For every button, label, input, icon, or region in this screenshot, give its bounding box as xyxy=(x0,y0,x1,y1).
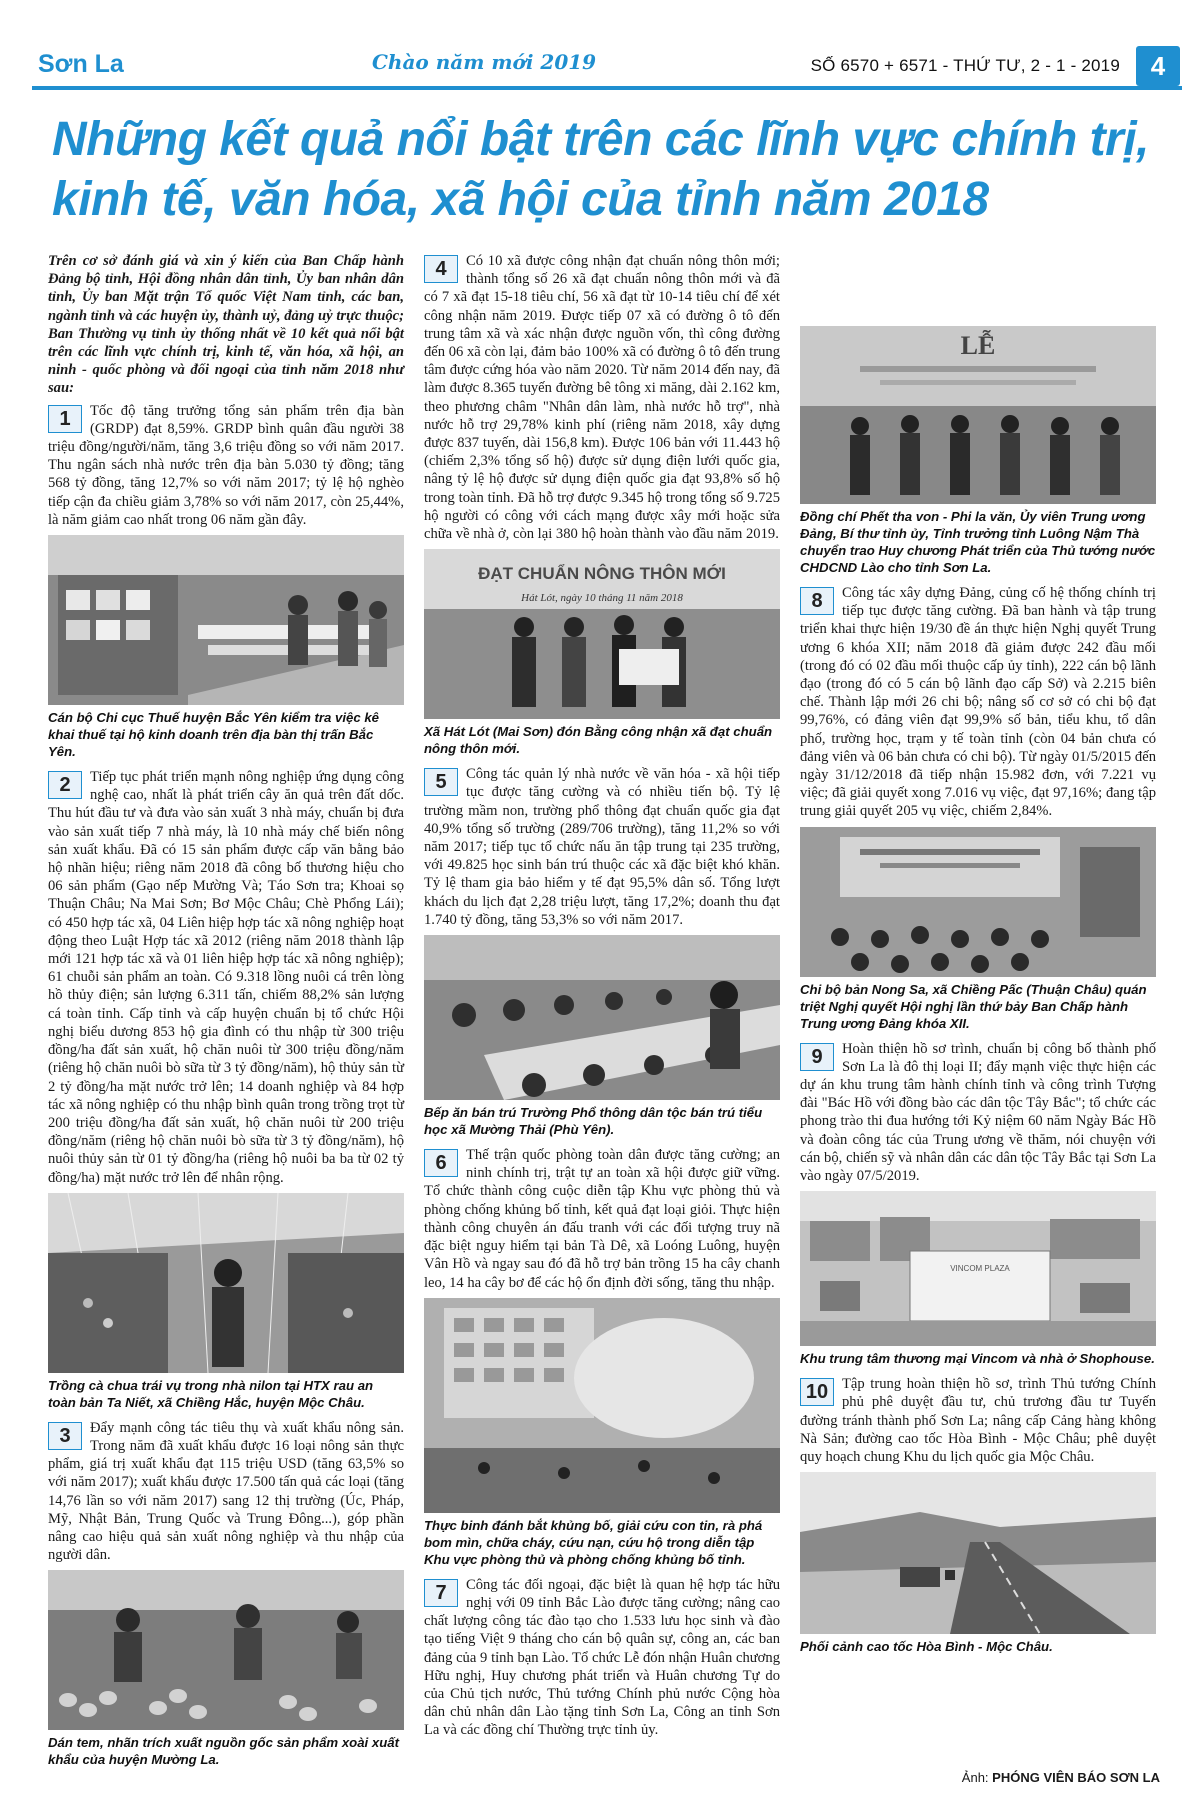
banner-ntm: ĐẠT CHUẨN NÔNG THÔN MỚI xyxy=(478,564,726,584)
item-number: 8 xyxy=(800,587,834,615)
headline: Những kết quả nổi bật trên các lĩnh vực chính trị, kinh tế, văn hóa, xã hội của tỉnh năm 2018 xyxy=(52,113,1149,226)
page-header xyxy=(32,44,1182,90)
photo-tomato-greenhouse xyxy=(48,1193,404,1373)
photo-laos-medal xyxy=(800,326,1156,504)
caption-8: Chi bộ bản Nong Sa, xã Chiềng Pấc (Thuận Châu) quán triệt Nghị quyết Hội nghị lần thứ bảy Ban Chấp hành Trung ương Đảng khóa XII. xyxy=(800,981,1147,1031)
page-number: 4 xyxy=(1136,46,1180,86)
photo-tax-shop xyxy=(48,535,404,705)
item-2 xyxy=(48,768,404,1187)
item-number: 2 xyxy=(48,771,82,799)
item-text: Tiếp tục phát triển mạnh nông nghiệp ứng dụng công nghệ cao, nhất là phát triển cây ăn quả trên đất dốc. Thu hút đầu tư và đưa vào sản xuất 3 nhà máy, chuẩn bị đưa vào sản xuất tiếp 7 nhà máy, là 10 nhà máy chế biến nông sản xuất khẩu. Đã có 15 sản phẩm được cấp văn bằng bảo hộ nhãn hiệu; riêng năm 2018 đã công bố thương hiệu cho 06 sản phẩm (Gạo nếp Mường Và; Táo Sơn tra; Khoai sọ Thuận Châu; Na Mai Sơn; Bơ Mộc Châu; Chè Phổng Lái); có 450 hợp tác xã, 04 Liên hiệp hợp tác xã nông nghiệp hoạt động theo Luật Hợp tác xã 2012 (riêng năm 2018 thành lập mới 121 hợp tác xã và 01 liên hiệp hợp tác xã nông nghiệp); 61 chuỗi sản phẩm an toàn. Có 9.318 lồng nuôi cá trên lòng hồ thủy điện; sản lượng 6.311 tấn, chiếm 88,2% sản lượng cá toàn tỉnh. Cấp tỉnh và cấp huyện chuẩn bị tổ chức Hội nghị biểu dương 853 hộ gia đình có thu nhập từ 300 triệu đồng/ha đất sản xuất, hộ chăn nuôi từ 300 triệu đồng/năm (riêng hộ chăn nuôi bò sữa từ 3 tỷ đồng/năm), hộ thủy sản từ 2 tỷ đồng/ha mặt nước trở lên; 14 doanh nghiệp và 84 hợp tác xã nông nghiệp có thu nhập bình quân trong trồng trọt từ 200 triệu đồng/ha đất sản xuất, hộ chăn nuôi từ 200 triệu đồng/năm (riêng hộ chăn nuôi bò sữa từ 3 tỷ đồng/năm), hộ nuôi thủy sản từ 01 tỷ đồng/ha (riêng hộ nuôi ba ba từ 02 tỷ đồng/ha) mặt nước trở lên để nhân rộng. xyxy=(48,769,404,1186)
caption-10: Phối cảnh cao tốc Hòa Bình - Mộc Châu. xyxy=(800,1639,1053,1655)
le-banner: LỄ xyxy=(960,331,996,360)
photo-highway xyxy=(800,1472,1156,1634)
header-motto: Chào năm mới 2019 xyxy=(372,50,597,74)
caption-9: Khu trung tâm thương mại Vincom và nhà ở Shophouse. xyxy=(800,1351,1155,1367)
item-4 xyxy=(424,252,780,543)
item-6 xyxy=(424,1146,780,1292)
item-text: Đẩy mạnh công tác tiêu thụ và xuất khẩu nông sản. Trong năm đã xuất khẩu được 16 loại nông sản thực phẩm, giá trị xuất khẩu đạt 115 triệu USD (tăng 63,5% so với năm 2017); xuất khẩu được 17.500 tấn quả các loại (tăng 14,76 lần so với năm 2017) sang 12 thị trường (Úc, Pháp, Mỹ, Nhật Bản, Trung Quốc và Trung Đông...), góp phần nâng cao hiệu quả sản xuất nông nghiệp và thu nhập của người dân. xyxy=(48,1419,404,1564)
item-5 xyxy=(424,765,780,929)
issue-info: SỐ 6570 + 6571 - THỨ TƯ, 2 - 1 - 2019 xyxy=(810,56,1120,75)
item-number: 9 xyxy=(800,1043,834,1071)
column-3 xyxy=(800,252,1156,1663)
photo-mango-labeling xyxy=(48,1570,404,1730)
section-name: Sơn La xyxy=(38,50,124,78)
caption-5: Bếp ăn bán trú Trường Phổ thông dân tộc bán trú tiểu học xã Mường Thải (Phù Yên). xyxy=(424,1105,763,1138)
item-text: Công tác xây dựng Đảng, củng cố hệ thống chính trị tiếp tục được tăng cường. Đã ban hành và tập trung triển khai thực hiện 19/30 đề án thực hiện Nghị quyết Trung ương 6 khóa XII; năm 2018 đã giảm được 242 đầu mối (trong đó có 02 đầu mối thuộc cấp ủy tỉnh), 222 cán bộ lãnh đạo (trong đó có 5 cán bộ lãnh đạo cấp Sở) và 2.215 biên chế. Thành lập mới 26 chi bộ; nâng số cơ sở có chi bộ đạt 99,76%, có đảng viên đạt 99,9% số bản, tiểu khu, tổ dân phố, trường học, trạm y tế toàn tỉnh (còn 04 bản chưa có đảng viên và 06 bản chưa có chi bộ). Từ ngày 01/5/2015 đến ngày 31/12/2018 đã tiếp nhận 15.982 đơn, với 7.221 vụ việc; đã giải quyết xong 7.016 vụ việc, đạt 97,16%; đang tập trung giải quyết 205 vụ việc, chiếm 2,84%. xyxy=(800,585,1156,820)
photo-ntm-ceremony xyxy=(424,549,780,719)
credit-label: Ảnh: xyxy=(961,1770,989,1785)
item-text: Có 10 xã được công nhận đạt chuẩn nông thôn mới; thành tổng số 26 xã đạt chuẩn nông thôn mới và đã có 7 xã đạt 15-18 tiêu chí, 56 xã đạt từ 10-14 tiêu chí để xét công nhận năm 2019. Được tiếp 07 xã có đường ô tô đến trung tâm xã và xác nhận được nguồn vốn, thì công đường đến 06 xã còn lại, đảm bảo 100% xã có đường ô tô đến trung tâm được cứng hóa vào năm 2020. Từ năm 2014 đến nay, đã làm được 8.365 tuyến đường bê tông xi măng, dài 2.162 km, theo phương châm "Nhân dân làm, nhà nước hỗ trợ", nhà nước hỗ trợ 29,78% kinh phí (riêng năm 2018, xây dựng được 837 tuyến, dài 156,8 km). Được 106 bản với 11.443 hộ (chiếm 2,3% tổng số hộ) được sử dụng điện lưới quốc gia, nâng tỷ lệ hộ được sử dụng điện quốc gia đạt 93,8% số hộ trong toàn tỉnh. Đã hỗ trợ được 9.345 hộ trong tổng số 9.725 hộ người có công với cách mạng được xây mới hoặc sửa chữa về nhà ở, còn lại 380 hộ hoàn thành vào đầu năm 2019. xyxy=(424,253,780,543)
item-1 xyxy=(48,402,404,529)
item-number: 3 xyxy=(48,1422,82,1450)
item-9 xyxy=(800,1040,1156,1186)
caption-7: Đồng chí Phết tha von - Phi la văn, Ủy viên Trung ương Đảng, Bí thư tỉnh ủy, Tỉnh trưởng tỉnh Luông Nậm Thà chuyển trao Huy chương Phát triển của Thủ tướng nước CHDCND Lào cho tỉnh Sơn La. xyxy=(800,509,1156,575)
vincom-sign: VINCOM PLAZA xyxy=(950,1264,1010,1274)
header-rule xyxy=(32,86,1182,90)
item-text: Thế trận quốc phòng toàn dân được tăng cường; an ninh chính trị, trật tự an toàn xã hội được giữ vững. Tổ chức thành công cuộc diễn tập Khu vực phòng thủ và phòng chống khủng bố tỉnh, kết quả đạt loại giỏi. Thực hiện thành công chuyên án đấu tranh với các đối tượng truy nã đặc biệt nguy hiểm tại bản Tà Dê, xã Loóng Luông, huyện Vân Hồ và ngay sau đó đã hỗ trợ bản trồng 15 ha cây chanh leo, 14 ha cây bơ để các hộ ổn định đời sống, tăng thu nhập. xyxy=(424,1147,780,1291)
item-number: 1 xyxy=(48,405,82,433)
column-1 xyxy=(48,252,404,1776)
photo-school-kitchen xyxy=(424,935,780,1100)
caption-4: Xã Hát Lót (Mai Sơn) đón Bằng công nhận xã đạt chuẩn nông thôn mới. xyxy=(424,724,773,757)
caption-6: Thực binh đánh bắt khủng bố, giải cứu con tin, rà phá bom mìn, chữa cháy, cứu nạn, cứu hộ trong diễn tập Khu vực phòng thủ và phòng chống khủng bố tỉnh. xyxy=(424,1517,763,1567)
item-3 xyxy=(48,1419,404,1565)
item-number: 5 xyxy=(424,768,458,796)
item-text: Hoàn thiện hồ sơ trình, chuẩn bị công bố thành phố Sơn La là đô thị loại II; đẩy mạnh việc thực hiện các dự án khu trung tâm hành chính tỉnh và công trình Tượng đài "Bác Hồ với đồng bào các dân tộc Tây Bắc"; tổ chức các phong trào thi đua hướng tới Kỷ niệm 60 năm Ngày Bác Hồ và đoàn công tác của Trung ương về thăm, nói chuyện với cán bộ, chiến sỹ và nhân dân các dân tộc Tây Bắc tại Sơn La vào ngày 07/5/2019. xyxy=(800,1040,1156,1185)
item-text: Công tác quản lý nhà nước về văn hóa - xã hội tiếp tục được tăng cường và có nhiều tiến bộ. Tỷ lệ trường mầm non, trường phổ thông đạt chuẩn quốc gia đạt 40,9% tổng số trường (289/706 trường), tăng 11,2% so với năm 2017; tiếp tục tổ chức nấu ăn tập trung tại 235 trường, với 49.825 học sinh bán trú thuộc các xã đặc biệt khó khăn. Tỷ lệ tham gia bảo hiểm y tế đạt 95,5% dân số. Tổng lượt khách du lịch đạt 2,28 triệu lượt, tăng 17,2%; doanh thu đạt 1.740 tỷ đồng, tăng 53,3% so với năm 2017. xyxy=(424,766,780,928)
caption-1: Cán bộ Chi cục Thuế huyện Bắc Yên kiểm tra việc kê khai thuế tại hộ kinh doanh trên địa bàn thị trấn Bắc Yên. xyxy=(48,710,380,760)
item-text: Tốc độ tăng trưởng tổng sản phẩm trên địa bàn (GRDP) đạt 8,59%. GRDP bình quân đầu người 38 triệu đồng/người/năm, tăng 3,6 triệu đồng so với năm 2017. Thu ngân sách nhà nước trên địa bàn 5.030 tỷ đồng; tăng 568 tỷ đồng, tăng 12,7% so với năm 2017; tỷ lệ hộ nghèo tiếp cận đa chiều giảm 3,78% so với năm 2017, còn 25,44%, là năm giảm cao nhất trong 06 năm gần đây. xyxy=(48,402,404,528)
banner-ntm-sub: Hát Lót, ngày 10 tháng 11 năm 2018 xyxy=(521,592,683,605)
item-8 xyxy=(800,584,1156,821)
intro-paragraph: Trên cơ sở đánh giá và xin ý kiến của Ban Chấp hành Đảng bộ tỉnh, Hội đồng nhân dân tỉnh, Ủy ban nhân dân tỉnh, Ủy ban Mặt trận Tổ quốc Việt Nam tỉnh, các ban, ngành tỉnh và các huyện ủy, thành uỷ, đảng uỷ trực thuộc; Ban Thường vụ tỉnh ủy thống nhất về 10 kết quả nổi bật trên các lĩnh vực chính trị, kinh tế, văn hóa, xã hội, an ninh - quốc phòng và đối ngoại của tỉnh năm 2018 như sau: xyxy=(48,253,404,397)
caption-2: Trồng cà chua trái vụ trong nhà nilon tại HTX rau an toàn bản Ta Niết, xã Chiềng Hắc, huyện Mộc Châu. xyxy=(48,1377,374,1410)
item-number: 7 xyxy=(424,1579,458,1607)
item-number: 4 xyxy=(424,255,458,283)
item-text: Công tác đối ngoại, đặc biệt là quan hệ hợp tác hữu nghị với 09 tỉnh Bắc Lào được tăng cường; nâng cao chất lượng công tác đào tạo cho 1.533 lưu học sinh và đào tạo tiếng Việt 9 tháng cho cán bộ quân sự, công an, các ban đảng của 9 tỉnh bạn Lào. Tổ chức Lễ đón nhận Huân chương Hữu nghị, Huy chương phát triển và Huân chương Tự do của Chủ tịch nước, Thủ tướng Chính phủ nước Cộng hòa dân chủ nhân dân Lào tặng tỉnh Sơn La, Công an tỉnh Sơn La và các đồng chí Thường trực tỉnh ủy. xyxy=(424,1576,780,1739)
photo-defense-drill xyxy=(424,1298,780,1513)
photo-vincom xyxy=(800,1191,1156,1346)
item-number: 10 xyxy=(800,1378,834,1406)
item-7 xyxy=(424,1576,780,1740)
item-text: Tập trung hoàn thiện hồ sơ, trình Thủ tướng Chính phủ phê duyệt đầu tư, chủ trương đầu tư Tuyến đường tránh thành phố Sơn La; nâng cấp Cảng hàng không Nà Sản; đường cao tốc Hòa Bình - Mộc Châu; phê duyệt quy hoạch chung Khu du lịch quốc gia Mộc Châu. xyxy=(800,1376,1156,1466)
item-number: 6 xyxy=(424,1149,458,1177)
photo-party-meeting xyxy=(800,827,1156,977)
item-10 xyxy=(800,1375,1156,1466)
column-2 xyxy=(424,252,780,1744)
credit-name: PHÓNG VIÊN BÁO SƠN LA xyxy=(992,1770,1160,1785)
caption-3: Dán tem, nhãn trích xuất nguồn gốc sản phẩm xoài xuất khẩu của huyện Mường La. xyxy=(48,1735,399,1768)
photo-credit xyxy=(962,1770,1160,1785)
